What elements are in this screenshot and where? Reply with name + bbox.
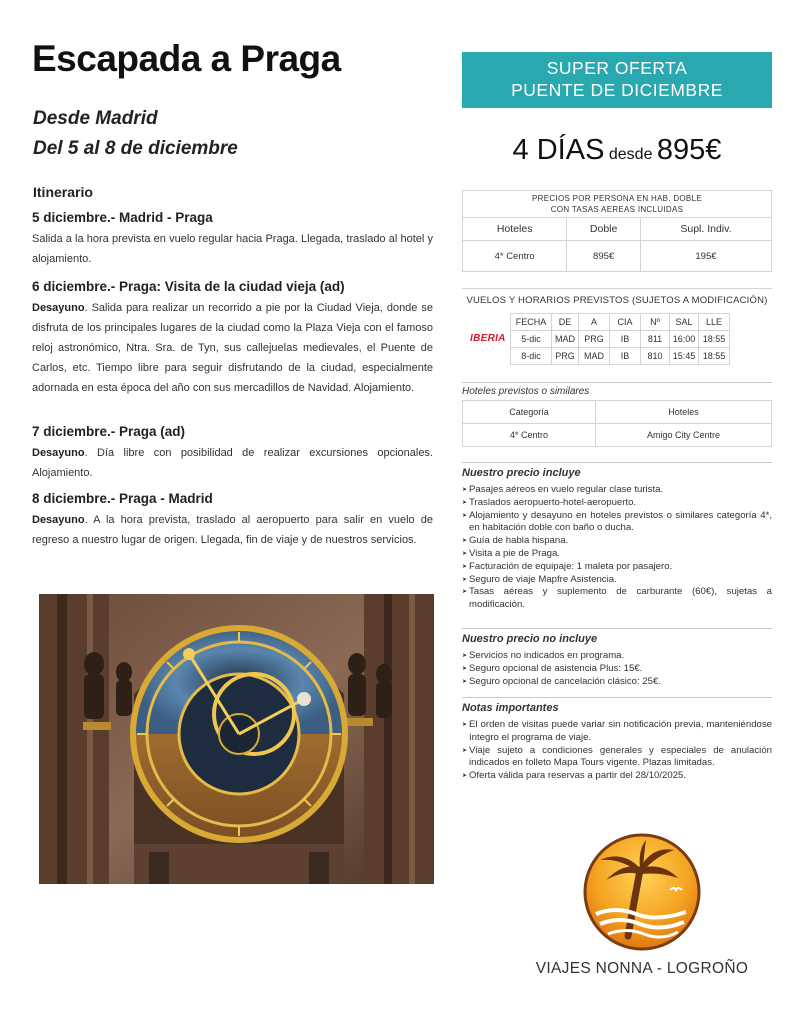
col-header: DE [552,314,579,331]
notes-heading: Notas importantes [462,697,772,714]
table-header-row [511,314,730,331]
table-cell: PRG [579,331,610,348]
day-description: Desayuno. Día libre con posibilidad de realizar excursiones opcionales. Alojamiento. [32,447,433,479]
includes-section [462,462,772,612]
list-item: ➤ El orden de visitas puede variar sin notificación previa, manteniéndose íntegro el programa de viaje. [462,719,772,745]
notes-list [462,719,772,783]
flights-table [510,313,730,365]
col-header: Hoteles [463,218,567,241]
list-item: ➤ Alojamiento y desayuno en hoteles previstos o similares categoría 4*, en habitación doble con baño o ducha. [462,510,772,536]
table-cell: PRG [552,348,579,365]
hotels-heading: Hoteles previstos o similares [462,382,772,397]
list-item: ➤ Pasajes aéreos en vuelo regular clase turista. [462,484,772,497]
col-header: SAL [670,314,699,331]
table-cell: 18:55 [699,348,730,365]
day-title: 6 diciembre.- Praga: Visita de la ciudad vieja (ad) [32,279,345,294]
table-cell: MAD [552,331,579,348]
table-cell: 4* Centro [463,424,596,447]
price-headline [462,134,772,167]
col-header: Nº [641,314,670,331]
departure-subtitle: Desde Madrid [33,108,158,129]
table-cell: 18:55 [699,331,730,348]
offer-banner [462,52,772,108]
flights-title: VUELOS Y HORARIOS PREVISTOS (SUJETOS A MODIFICACIÓN) [466,295,768,306]
table-cell: MAD [579,348,610,365]
col-header: Hoteles [596,401,772,424]
list-item: ➤ Traslados aeropuerto-hotel-aeropuerto. [462,497,772,510]
from-label: desde [608,146,653,163]
table-cell: 810 [641,348,670,365]
palm-tree-logo-icon [582,832,702,952]
duration: 4 DÍAS [512,134,605,166]
itinerary-day-2 [32,279,433,398]
day-title: 8 diciembre.- Praga - Madrid [32,491,213,506]
table-cell: 895€ [567,241,641,272]
page-title: Escapada a Praga [32,38,341,79]
list-item: ➤ Seguro de viaje Mapfre Asistencia. [462,574,772,587]
list-item: ➤ Servicios no indicados en programa. [462,650,772,663]
table-cell: 5-dic [511,331,552,348]
not-includes-heading: Nuestro precio no incluye [462,628,772,645]
itinerary-day-3 [32,424,433,483]
col-header: Doble [567,218,641,241]
table-cell: Amigo City Centre [596,424,772,447]
not-includes-list [462,650,772,688]
table-cell: 16:00 [670,331,699,348]
itinerary-day-1 [32,210,433,269]
table-cell: 811 [641,331,670,348]
col-header: CIA [610,314,641,331]
offer-line-1: SUPER OFERTA [546,58,688,78]
includes-list [462,484,772,612]
list-item: ➤ Facturación de equipaje: 1 maleta por pasajero. [462,561,772,574]
list-item: ➤ Oferta válida para reservas a partir del 28/10/2025. [462,770,772,783]
agency-name: VIAJES NONNA - LOGROÑO [535,960,749,977]
list-item: ➤ Visita a pie de Praga. [462,548,772,561]
list-item: ➤ Seguro opcional de cancelación clásico: 25€. [462,676,772,689]
dates-subtitle: Del 5 al 8 de diciembre [33,138,238,159]
table-cell: IB [610,331,641,348]
table-cell: 4* Centro [463,241,567,272]
col-header: LLE [699,314,730,331]
itinerary-day-4 [32,491,433,550]
list-item: ➤ Guía de habla hispana. [462,535,772,548]
flights-section [462,288,772,369]
notes-section [462,697,772,783]
col-header: A [579,314,610,331]
day-description: Desayuno. Salida para realizar un recorrido a pie por la Ciudad Vieja, donde se disfruta de los principales lugares de la ciudad como la Plaza Vieja con el famoso reloj astronómico, Ntra. Sra. de Tyn, sus callejuelas medievales, el Puente de Carlos, etc. Tiempo libre para seguir disfrutando de la ciudad, especialmente adornada en esta época del año con sus mercadillos de Navidad. Alojamiento. [32,302,433,394]
prices-table [462,190,772,272]
headline-price: 895€ [656,134,722,166]
itinerary-label: Itinerario [33,184,93,200]
col-header: Supl. Indiv. [640,218,771,241]
iberia-logo: IBERIA [470,333,506,344]
day-description: Desayuno. A la hora prevista, traslado al aeropuerto para salir en vuelo de regreso a nuestro lugar de origen. Llegada, fin de viaje y de nuestros servicios. [32,514,433,546]
table-row [511,331,730,348]
table-cell: 8-dic [511,348,552,365]
list-item: ➤ Seguro opcional de asistencia Plus: 15€. [462,663,772,676]
table-cell: IB [610,348,641,365]
hotels-section [462,382,772,447]
list-item: ➤ Tasas aéreas y suplemento de carburante (60€), sujetas a modificación. [462,586,772,612]
list-item: ➤ Viaje sujeto a condiciones generales y especiales de anulación indicados en folleto Mapa Tours vigente. Plazas limitadas. [462,745,772,771]
not-includes-section [462,628,772,688]
offer-line-2: PUENTE DE DICIEMBRE [511,80,723,100]
hotels-table [462,400,772,447]
prices-caption: PRECIOS POR PERSONA EN HAB. DOBLE CON TASAS AEREAS INCLUIDAS [463,191,772,218]
astronomical-clock-photo [39,594,434,884]
col-header: Categoría [463,401,596,424]
includes-heading: Nuestro precio incluye [462,462,772,479]
table-cell: 195€ [640,241,771,272]
table-row [511,348,730,365]
col-header: FECHA [511,314,552,331]
day-description: Salida a la hora prevista en vuelo regular hacia Praga. Llegada, traslado al hotel y alojamiento. [32,233,433,265]
table-cell: 15:45 [670,348,699,365]
day-title: 7 diciembre.- Praga (ad) [32,424,186,439]
day-title: 5 diciembre.- Madrid - Praga [32,210,213,225]
